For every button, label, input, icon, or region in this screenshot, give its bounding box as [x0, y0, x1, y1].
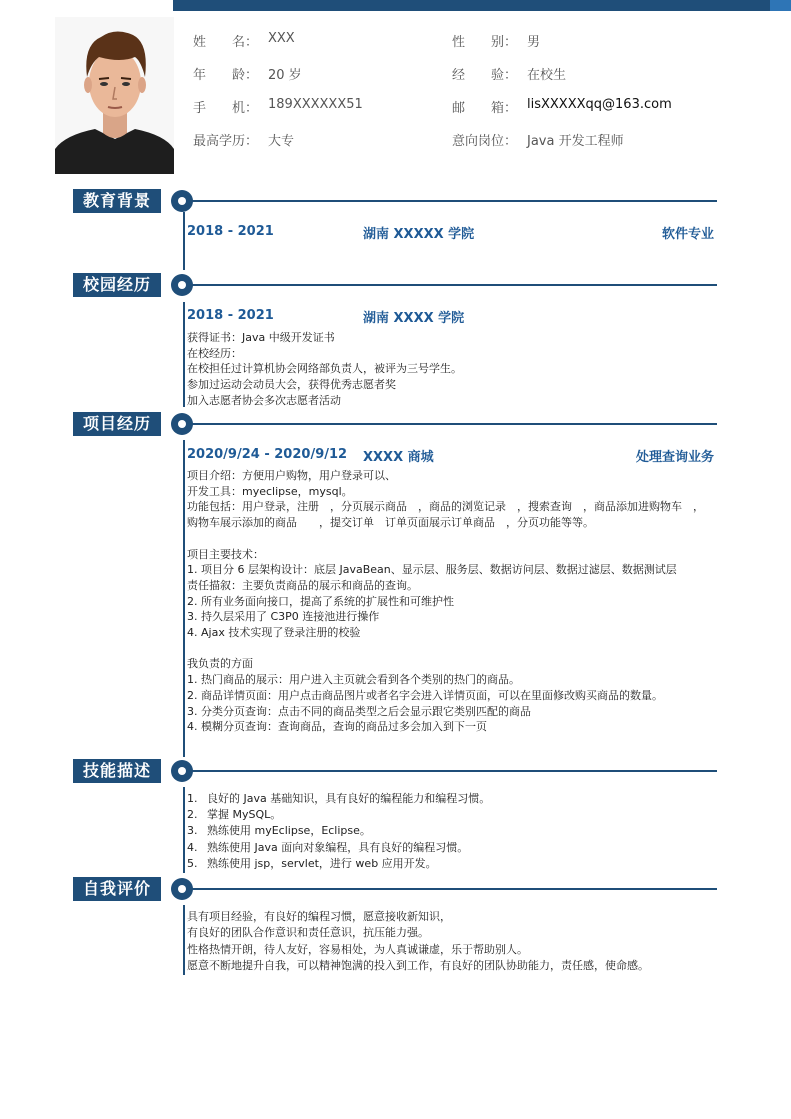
project-tech-item: 2. 所有业务面向接口，提高了系统的扩展性和可维护性 — [187, 594, 454, 608]
section-divider — [190, 888, 717, 890]
degree-value: 大专 — [268, 134, 295, 149]
email-label: 邮 箱： — [452, 101, 518, 116]
project-intro: 项目介绍：方便用户购物，用户登录可以、 — [187, 469, 396, 482]
project-tech-item: 责任描叙：主要负责商品的展示和商品的查询。 — [187, 578, 418, 592]
section-divider — [190, 423, 717, 425]
section-title-skills: 技能描述 — [73, 759, 161, 783]
project-name: XXXX 商城 — [363, 450, 434, 465]
self-evaluation — [187, 909, 649, 974]
project-duty-item: 2. 商品详情页面：用户点击商品图片或者名字会进入详情页面，可以在里面修改购买商品的数量。 — [187, 688, 663, 702]
project-duty-title: 我负责的方面 — [187, 657, 253, 671]
gender-label: 性 别： — [452, 35, 518, 50]
timeline-line — [183, 302, 185, 407]
section-title-campus: 校园经历 — [73, 273, 161, 297]
skill-item — [187, 823, 490, 839]
skill-text: 良好的 Java 基础知识，具有良好的编程能力和编程习惯。 — [207, 792, 491, 805]
skill-item — [187, 791, 490, 807]
project-role: 处理查询业务 — [636, 450, 715, 465]
top-banner-dark — [173, 0, 770, 11]
timeline-line — [183, 440, 185, 757]
section-title-self: 自我评价 — [73, 877, 161, 901]
age-value: 20 岁 — [268, 68, 302, 83]
project-duty-item: 1. 热门商品的展示：用户进入主页就会看到各个类别的热门的商品。 — [187, 673, 520, 687]
self-line: 愿意不断地提升自我，可以精神饱满的投入到工作，有良好的团队协助能力，责任感，使命感。 — [187, 958, 649, 972]
self-line: 具有项目经验，有良好的编程习惯，愿意接收新知识， — [187, 910, 451, 923]
project-tech-item: 4. Ajax 技术实现了登录注册的校验 — [187, 626, 361, 640]
avatar — [55, 17, 174, 174]
skill-number: 3. — [187, 824, 198, 838]
self-line: 有良好的团队合作意识和责任意识，抗压能力强。 — [187, 926, 429, 940]
project-tech-item: 3. 持久层采用了 C3P0 连接池进行操作 — [187, 610, 380, 624]
project-details — [187, 468, 707, 735]
project-tools: 开发工具：myeclipse，mysql。 — [187, 484, 353, 498]
skill-item — [187, 807, 490, 823]
section-divider — [190, 770, 717, 772]
experience-value: 在校生 — [527, 68, 567, 83]
skills-list — [187, 791, 490, 872]
skill-number: 1. — [187, 792, 198, 805]
education-school: 湖南 XXXXX 学院 — [363, 227, 475, 242]
section-divider — [190, 200, 717, 202]
education-period: 2018 - 2021 — [187, 224, 274, 239]
campus-line: 获得证书：Java 中级开发证书 — [187, 331, 335, 344]
campus-line: 在校担任过计算机协会网络部负责人，被评为三号学生。 — [187, 362, 462, 376]
blank-line — [187, 641, 707, 657]
degree-label: 最高学历： — [193, 134, 259, 149]
experience-label: 经 验： — [452, 68, 518, 83]
name-label: 姓 名： — [193, 35, 259, 50]
position-value: Java 开发工程师 — [527, 134, 624, 149]
skill-number: 5. — [187, 856, 198, 870]
phone-value: 189XXXXXX51 — [268, 97, 363, 112]
campus-school: 湖南 XXXX 学院 — [363, 311, 465, 326]
section-divider — [190, 284, 717, 286]
skill-number: 4. — [187, 840, 198, 854]
skill-number: 2. — [187, 808, 198, 822]
project-duty-item: 3. 分类分页查询：点击不同的商品类型之后会显示跟它类别匹配的商品 — [187, 704, 531, 718]
project-period: 2020/9/24 - 2020/9/12 — [187, 447, 348, 462]
campus-line: 参加过运动会动员大会，获得优秀志愿者奖 — [187, 378, 396, 392]
blank-line — [187, 531, 707, 547]
project-tech-item: 1. 项目分 6 层架构设计：底层 JavaBean、显示层、服务层、数据访问层、数据过滤层、数据测试层 — [187, 563, 677, 577]
age-label: 年 龄： — [193, 68, 259, 83]
project-tech-title: 项目主要技术： — [187, 547, 264, 561]
section-title-project: 项目经历 — [73, 412, 161, 436]
timeline-line — [183, 787, 185, 873]
skill-text: 熟练使用 myEclipse，Eclipse。 — [207, 824, 371, 838]
phone-label: 手 机： — [193, 101, 259, 116]
gender-value: 男 — [527, 35, 541, 50]
timeline-line — [183, 212, 185, 270]
skill-item — [187, 840, 490, 856]
project-duty-item: 4. 模糊分页查询：查询商品，查询的商品过多会加入到下一页 — [187, 720, 487, 734]
skill-text: 熟练使用 Java 面向对象编程，具有良好的编程习惯。 — [207, 840, 469, 854]
campus-line: 在校经历： — [187, 346, 242, 360]
campus-details — [187, 330, 462, 409]
timeline-line — [183, 905, 185, 975]
skill-text: 掌握 MySQL。 — [207, 808, 282, 822]
position-label: 意向岗位： — [452, 134, 518, 149]
skill-text: 熟练使用 jsp，servlet，进行 web 应用开发。 — [207, 856, 437, 870]
top-banner — [0, 0, 791, 11]
education-major: 软件专业 — [662, 227, 715, 242]
top-banner-light — [770, 0, 791, 11]
project-features: 功能包括：用户登录，注册 ，分页展示商品 ，商品的浏览记录 ，搜索查询 ，商品添加进购物车 ，购物车展示添加的商品 ，提交订单 订单页面展示订单商品 ，分页功能等等。 — [187, 500, 704, 530]
skill-item — [187, 856, 490, 872]
email-value: lisXXXXXqq@163.com — [527, 97, 672, 112]
section-title-education: 教育背景 — [73, 189, 161, 213]
self-line: 性格热情开朗，待人友好，容易相处，为人真诚谦虚，乐于帮助别人。 — [187, 942, 528, 956]
campus-line: 加入志愿者协会多次志愿者活动 — [187, 393, 341, 407]
name-value: XXX — [268, 31, 295, 46]
campus-period: 2018 - 2021 — [187, 308, 274, 323]
